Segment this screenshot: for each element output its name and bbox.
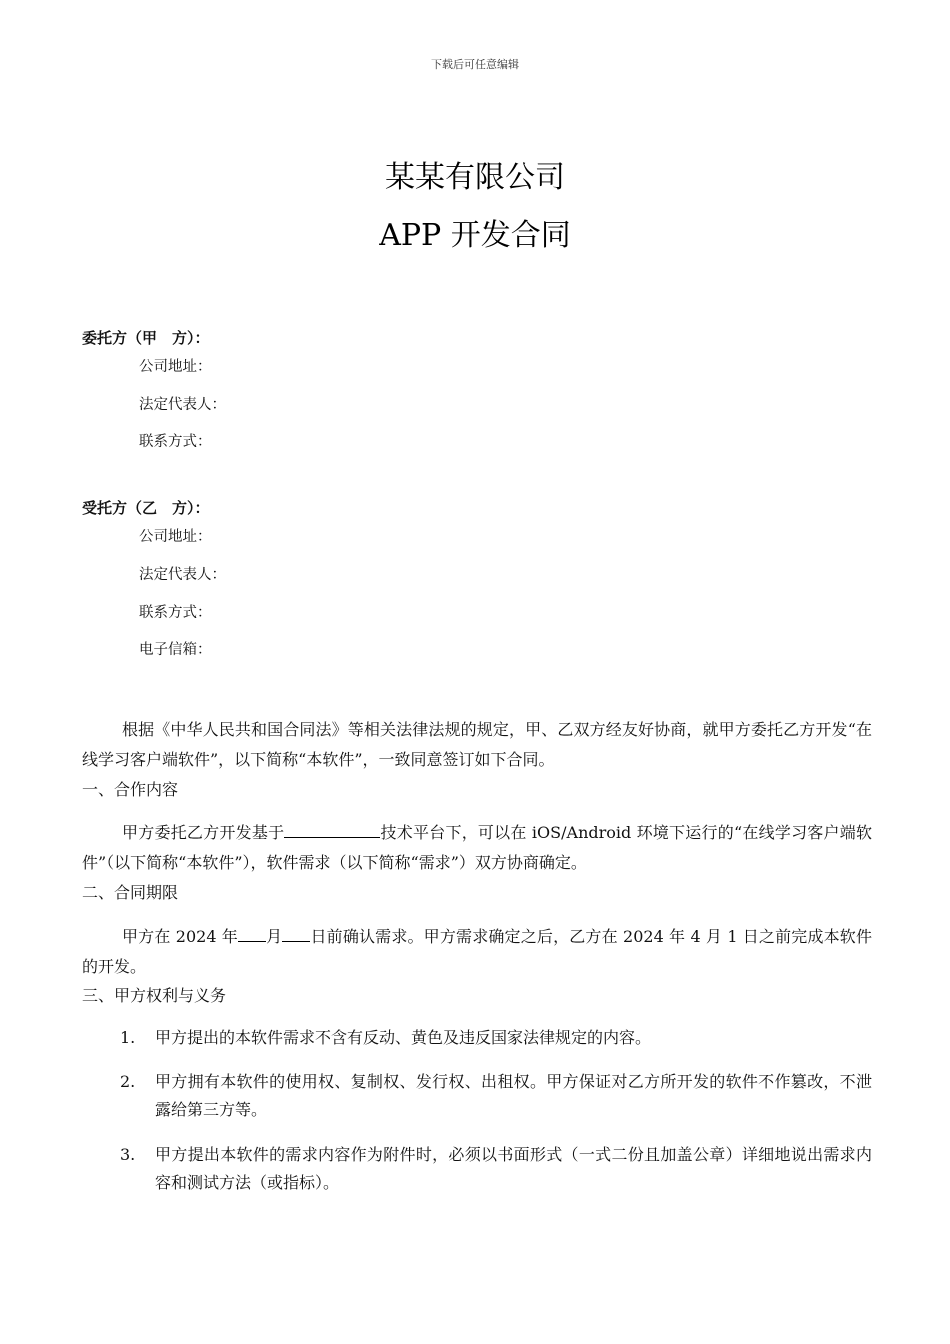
- section-1-paragraph: [82, 818, 872, 878]
- party-b-contact-label: 联系方式：: [139, 605, 212, 621]
- list-item-number: 2.: [120, 1072, 136, 1091]
- party-b-email-label: 电子信箱：: [139, 642, 212, 658]
- list-item: [120, 1141, 872, 1197]
- list-item-text: 甲方拥有本软件的使用权、复制权、发行权、出租权。甲方保证对乙方所开发的软件不作篡改，不泄露给第三方等。: [155, 1072, 872, 1119]
- list-item-text: 甲方提出的本软件需求不含有反动、黄色及违反国家法律规定的内容。: [155, 1028, 652, 1047]
- title-company: 某某有限公司: [385, 160, 565, 195]
- section-1-text-before: 甲方委托乙方开发基于: [122, 823, 285, 842]
- list-item-number: 1.: [120, 1028, 136, 1047]
- day-blank: [282, 925, 310, 942]
- party-a-heading: 委托方（甲 方）：: [82, 329, 210, 347]
- section-2-part1: 甲方在 2024 年: [122, 927, 238, 946]
- party-b-address-label: 公司地址：: [139, 529, 212, 545]
- section-3-heading: 三、甲方权利与义务: [82, 986, 227, 1005]
- list-item-number: 3.: [120, 1145, 136, 1164]
- party-b-representative-label: 法定代表人：: [139, 567, 226, 583]
- party-a-address-label: 公司地址：: [139, 359, 212, 375]
- party-b-heading: 受托方（乙 方）：: [82, 499, 210, 517]
- intro-paragraph: 根据《中华人民共和国合同法》等相关法律法规的规定，甲、乙双方经友好协商，就甲方委托乙方开发“在线学习客户端软件”，以下简称“本软件”，一致同意签订如下合同。: [82, 720, 872, 769]
- month-blank: [238, 925, 266, 942]
- section-2-part2: 月: [265, 927, 283, 946]
- title-contract: APP 开发合同: [379, 218, 571, 253]
- section-2-part3: 日前确认需求。甲方需求确定之后，乙方在 2024 年 4 月 1 日之前完成本软件的开发。: [82, 927, 872, 976]
- list-item: [120, 1068, 872, 1124]
- party-a-representative-label: 法定代表人：: [139, 397, 226, 413]
- party-a-contact-label: 联系方式：: [139, 434, 212, 450]
- list-item-text: 甲方提出本软件的需求内容作为附件时，必须以书面形式（一式二份且加盖公章）详细地说出需求内容和测试方法（或指标）。: [155, 1145, 872, 1192]
- section-1-heading: 一、合作内容: [82, 780, 179, 799]
- section-2-paragraph: [82, 922, 872, 982]
- platform-blank: [284, 821, 380, 838]
- section-1-text-after: 技术平台下，可以在 iOS/Android 环境下运行的“在线学习客户端软件”（以下简称“本软件”），软件需求（以下简称“需求”）双方协商确定。: [82, 823, 872, 872]
- list-item: [120, 1024, 872, 1052]
- header-note: 下载后可任意编辑: [431, 58, 519, 71]
- section-2-heading: 二、合同期限: [82, 883, 179, 902]
